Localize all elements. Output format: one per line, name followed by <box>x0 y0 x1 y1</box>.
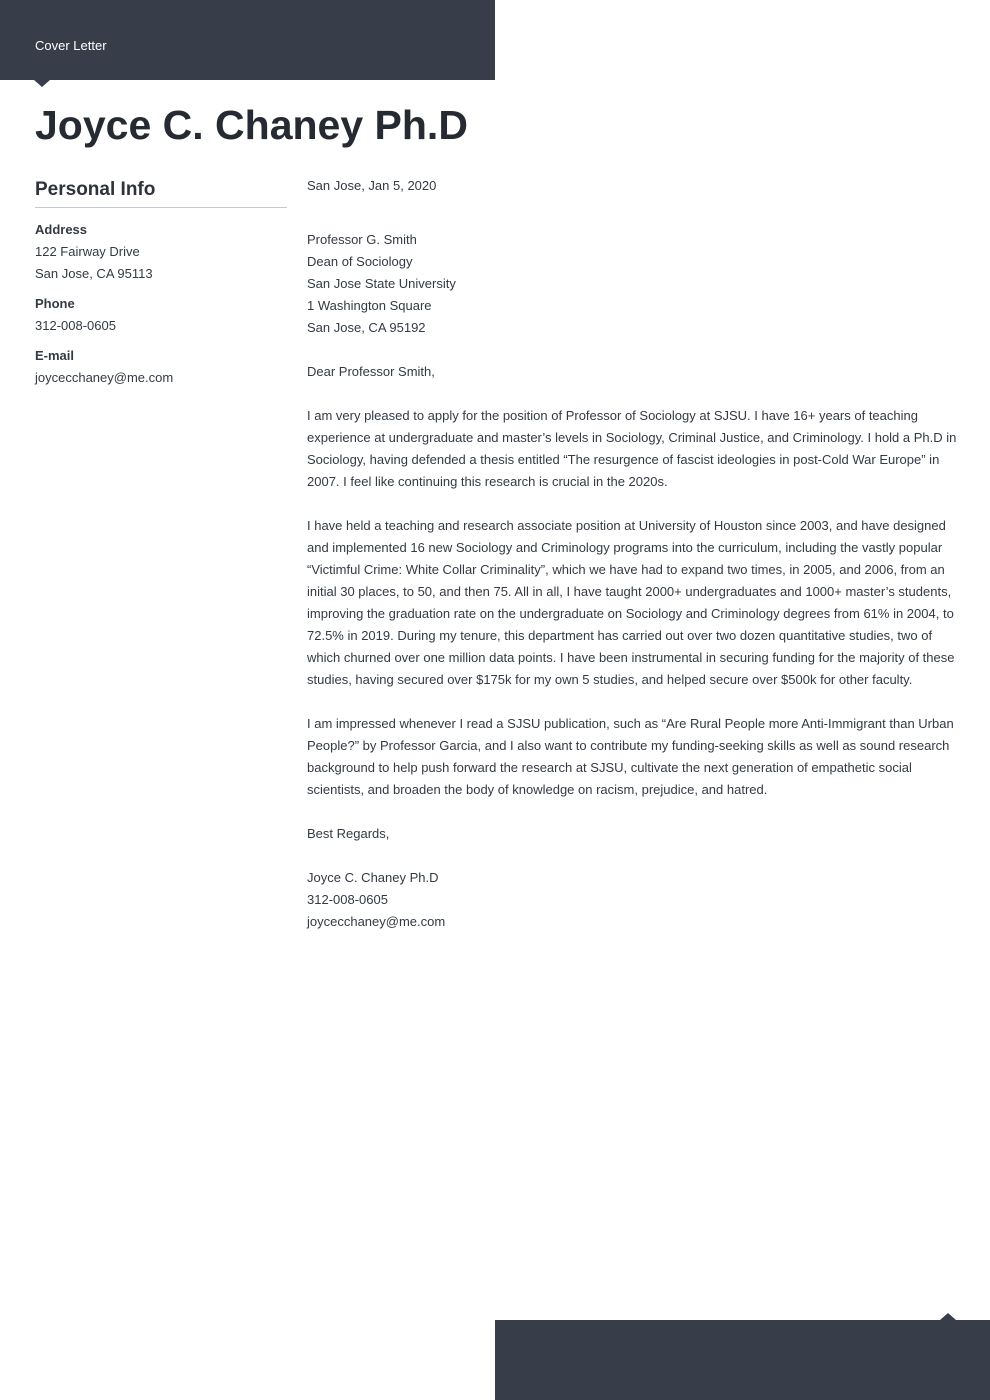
personal-info-heading: Personal Info <box>35 178 287 208</box>
header-band <box>0 0 495 80</box>
signature-email: joycecchaney@me.com <box>307 914 446 929</box>
footer-notch-decoration <box>940 1313 956 1320</box>
signature-block <box>307 867 957 933</box>
salutation: Dear Professor Smith, <box>307 364 435 379</box>
phone-value: 312-008-0605 <box>35 318 116 333</box>
letter-body <box>307 175 957 933</box>
recipient-street: 1 Washington Square <box>307 298 432 313</box>
body-paragraph: I am impressed whenever I read a SJSU publication, such as “Are Rural People more Anti-Immigrant than Urban People?” by Professor Garcia, and I also want to contribute my funding-seeking skills as well as sound research background to help push forward the research at SJSU, cultivate the next generation of empathetic social scientists, and broaden the body of knowledge on racism, prejudice, and hatred. <box>307 716 954 797</box>
document-type-label: Cover Letter <box>35 38 107 53</box>
email-value: joycecchaney@me.com <box>35 370 174 385</box>
recipient-city: San Jose, CA 95192 <box>307 320 426 335</box>
recipient-organization: San Jose State University <box>307 276 456 291</box>
email-label: E-mail <box>35 348 75 363</box>
address-line-1: 122 Fairway Drive <box>35 244 140 259</box>
footer-band <box>495 1320 990 1400</box>
closing: Best Regards, <box>307 826 390 841</box>
applicant-name: Joyce C. Chaney Ph.D <box>35 102 468 148</box>
header-notch-decoration <box>34 80 50 87</box>
signature-phone: 312-008-0605 <box>307 892 388 907</box>
recipient-name: Professor G. Smith <box>307 232 417 247</box>
phone-label: Phone <box>35 296 75 311</box>
body-paragraph: I am very pleased to apply for the position of Professor of Sociology at SJSU. I have 16+ years of teaching experience at undergraduate and master’s levels in Sociology, Criminal Justice, and Criminology. I hold a Ph.D in Sociology, having defended a thesis entitled “The resurgence of fascist ideologies in post-Cold War Europe” in 2007. I feel like continuing this research is crucial in the 2020s. <box>307 408 957 489</box>
signature-name: Joyce C. Chaney Ph.D <box>307 870 439 885</box>
address-label: Address <box>35 222 88 237</box>
recipient-address-block <box>307 229 957 339</box>
personal-info-sidebar <box>35 178 287 389</box>
email-section <box>35 345 287 389</box>
letter-date-line: San Jose, Jan 5, 2020 <box>307 178 437 193</box>
address-section <box>35 219 287 285</box>
address-line-2: San Jose, CA 95113 <box>35 266 153 281</box>
phone-section <box>35 293 287 337</box>
body-paragraph: I have held a teaching and research associate position at University of Houston since 2003, and have designed and implemented 16 new Sociology and Criminology programs into the curriculum, including the vastly popular “Victimful Crime: White Collar Criminality”, which we have had to expand two times, in 2005, and 2006, from an initial 30 places, to 50, and then 75. All in all, I have taught 2000+ undergraduates and 1000+ master’s students, improving the graduation rate on the undergraduate on Sociology and Criminology degrees from 61% in 2004, to 72.5% in 2019. During my tenure, this department has carried out over two dozen quantitative studies, two of which churned over one million data points. I have been instrumental in securing funding for the majority of these studies, having secured over $175k for my own 5 studies, and helped secure over $500k for other faculty. <box>307 518 955 687</box>
recipient-title: Dean of Sociology <box>307 254 413 269</box>
